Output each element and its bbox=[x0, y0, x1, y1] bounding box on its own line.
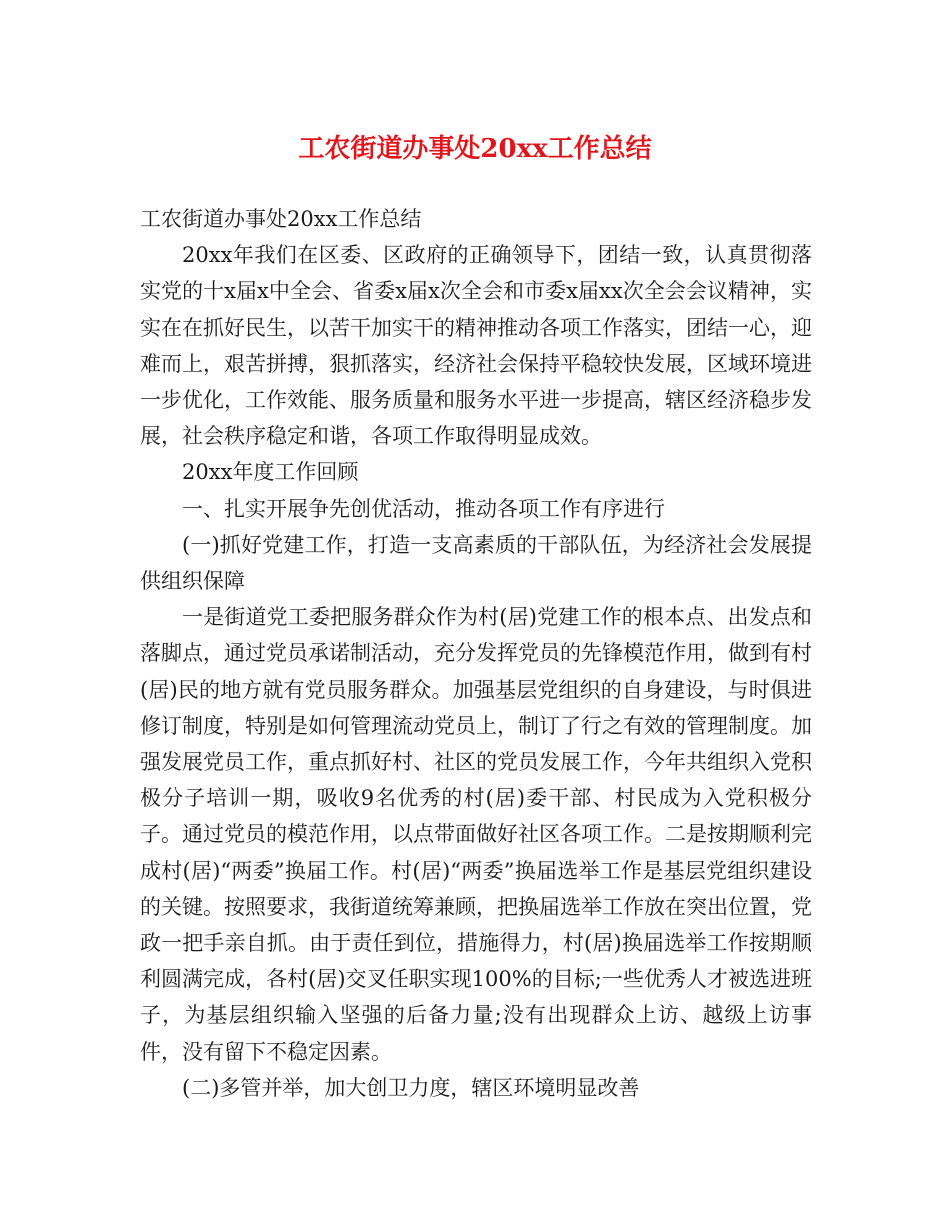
paragraph-review-heading: 20xx年度工作回顾 bbox=[182, 460, 359, 485]
section-heading-1: 一、扎实开展争先创优活动，推动各项工作有序进行 bbox=[182, 496, 665, 521]
subsection-heading-2: (二)多管并举，加大创卫力度，辖区环境明显改善 bbox=[182, 1075, 640, 1100]
paragraph-intro: 20xx年我们在区委、区政府的正确领导下，团结一致，认真贯彻落实党的十x届x中全会、省委x届x次全会和市委x届xx次全会会议精神，实实在在抓好民生，以苦干加实干的精神推动各项工作落实，团结一心，迎难而上，艰苦拼搏，狠抓落实，经济社会保持平稳较快发展，区域环境进一步优化，工作效能、服务质量和服务水平进一步提高，辖区经济稳步发展，社会秩序稳定和谐，各项工作取得明显成效。 bbox=[140, 243, 812, 449]
paragraph-subtitle: 工农街道办事处20xx工作总结 bbox=[140, 207, 422, 231]
paragraph-party-building: 一是街道党工委把服务群众作为村(居)党建工作的根本点、出发点和落脚点，通过党员承诺制活动，充分发挥党员的先锋模范作用，做到有村(居)民的地方就有党员服务群众。加强基层党组织的自身建设，与时俱进修订制度，特别是如何管理流动党员上，制订了行之有效的管理制度。加强发展党员工作，重点抓好村、社区的党员发展工作，今年共组织入党积极分子培训一期，吸收9名优秀的村(居)委干部、村民成为入党积极分子。通过党员的模范作用，以点带面做好社区各项工作。二是按期顺利完成村(居)“两委”换届工作。村(居)“两委”换届选举工作是基层党组织建设的关键。按照要求，我街道统筹兼顾，把换届选举工作放在突出位置，党政一把手亲自抓。由于责任到位，措施得力，村(居)换届选举工作按期顺利圆满完成，各村(居)交叉任职实现100%的目标;一些优秀人才被选进班子，为基层组织输入坚强的后备力量;没有出现群众上访、越级上访事件，没有留下不稳定因素。 bbox=[140, 605, 812, 1064]
subsection-heading-1: (一)抓好党建工作，打造一支高素质的干部队伍，为经济社会发展提供组织保障 bbox=[140, 532, 812, 594]
document-body bbox=[140, 201, 812, 1106]
document-title: 工农街道办事处20xx工作总结 bbox=[298, 134, 652, 164]
